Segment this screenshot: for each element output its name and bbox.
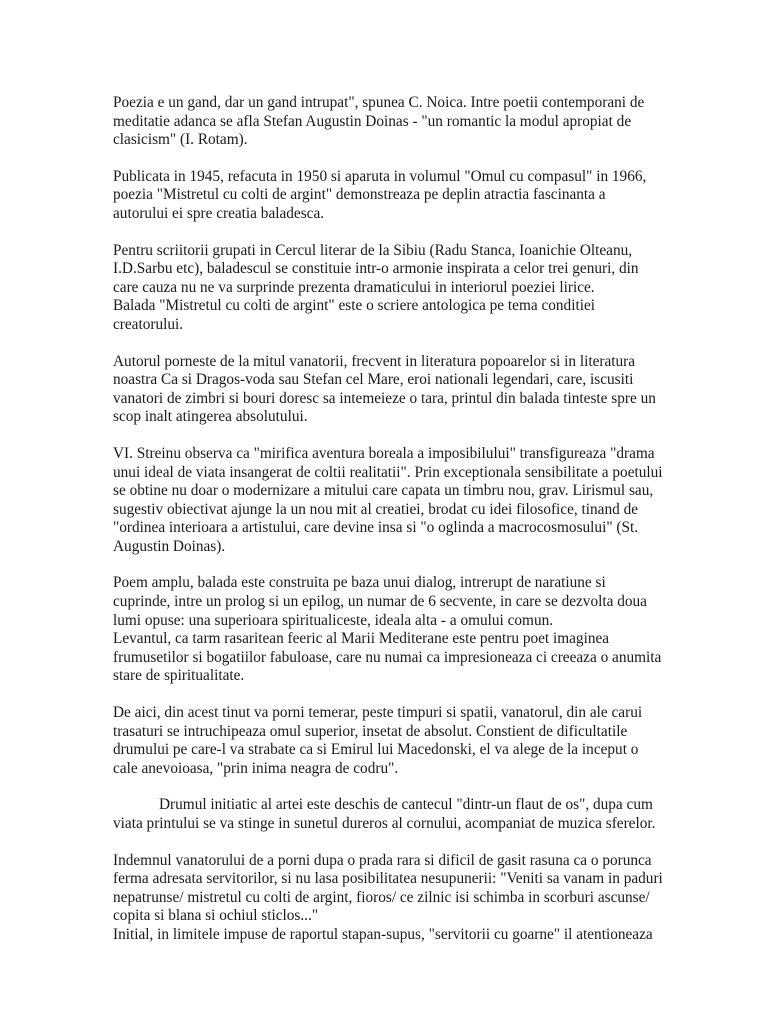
paragraph-noica-quote: Poezia e un gand, dar un gand intrupat", spunea C. Noica. Intre poetii contemporani de meditatie adanca se afla Stefan Augustin Doinas - "un romantic la modul apropiat de clasicism" (I. Rotam). — [113, 94, 645, 149]
paragraph-sibiu-circle: Pentru scriitorii grupati in Cercul literar de la Sibiu (Radu Stanca, Ioanichie Olteanu, I.D.Sarbu etc), baladescul se constituie intr-o armonie inspirata a celor trei genuri, din care cauza nu ne va surprinde prezenta dramaticului in interiorul poeziei lirice. Balada "Mistretul cu colti de argint" este o scriere antologica pe tema conditiei creatorului. — [113, 241, 639, 333]
paragraph-hunter-journey: De aici, din acest tinut va porni temerar, peste timpuri si spatii, vanatorul, din ale carui trasaturi se intruchipeaza omul superior, insetat de absolut. Constient de dificultatile drumului pe care-l va strabate ca si Emirul lui Macedonski, el va alege de la inceput o cale anevoioasa, "prin inima neagra de codru". — [113, 704, 643, 777]
paragraph-streinu-observation: VI. Streinu observa ca "mirifica aventura boreala a imposibilului" transfigureaza "drama unui ideal de viata insangerat de coltii realitatii". Prin exceptionala sensibilitate a poetului se obtine nu doar o modernizare a mitului care capata un timbru nou, grav. Lirismul sau, sugestiv obiectivat ajunge la un nou mit al creatiei, brodat cu idei filosofice, tinand de "ordinea interioara a artistului, care devine insa si "o oglinda a macrocosmosului" (St. Augustin Doinas). — [113, 444, 663, 555]
paragraph-hunter-command: Indemnul vanatorului de a porni dupa o prada rara si dificil de gasit rasuna ca o porunca ferma adresata servitorilor, si nu lasa posibilitatea nesupunerii: "Veniti sa vanam in paduri nepatrunse/ mistretul cu colti de argint, fioros/ ce zilnic isi schimba in scorburi ascunse/ copita si blana si ochiul sticlos..." Initial, in limitele impuse de raportul stapan-supus, "servitorii cu goarne" il atentioneaza — [113, 851, 663, 943]
paragraph-poem-structure: Poem amplu, balada este construita pe baza unui dialog, intrerupt de naratiune si cuprinde, intre un prolog si un epilog, un numar de 6 secvente, in care se dezvolta doua lumi opuse: una superioara spiritualiceste, ideala alta - a omului comun. Levantul, ca tarm rasaritean feeric al Marii Mediterane este pentru poet imaginea frumusetilor si bogatiilor fabuloase, care nu numai ca impresioneaza ci creeaza o anumita stare de spiritualitate. — [113, 574, 662, 685]
paragraph-publication-history: Publicata in 1945, refacuta in 1950 si aparuta in volumul "Omul cu compasul" in 1966, poezia "Mistretul cu colti de argint" demonstreaza pe deplin atractia fascinanta a autorului ei spre creatia baladesca. — [113, 167, 647, 222]
paragraph-hunting-myth: Autorul porneste de la mitul vanatorii, frecvent in literatura popoarelor si in literatura noastra Ca si Dragos-voda sau Stefan cel Mare, eroi nationali legendari, care, iscusiti vanatori de zimbri si bouri doresc sa intemeieze o tara, printul din balada tinteste spre un scop inalt atingerea absolutului. — [113, 352, 656, 426]
paragraph-initiatic-path: Drumul initiatic al artei este deschis de cantecul "dintr-un flaut de os", dupa cum viata printului se va stinge in sunetul dureros al cornului, acompaniat de muzica sferelor. — [113, 796, 656, 832]
